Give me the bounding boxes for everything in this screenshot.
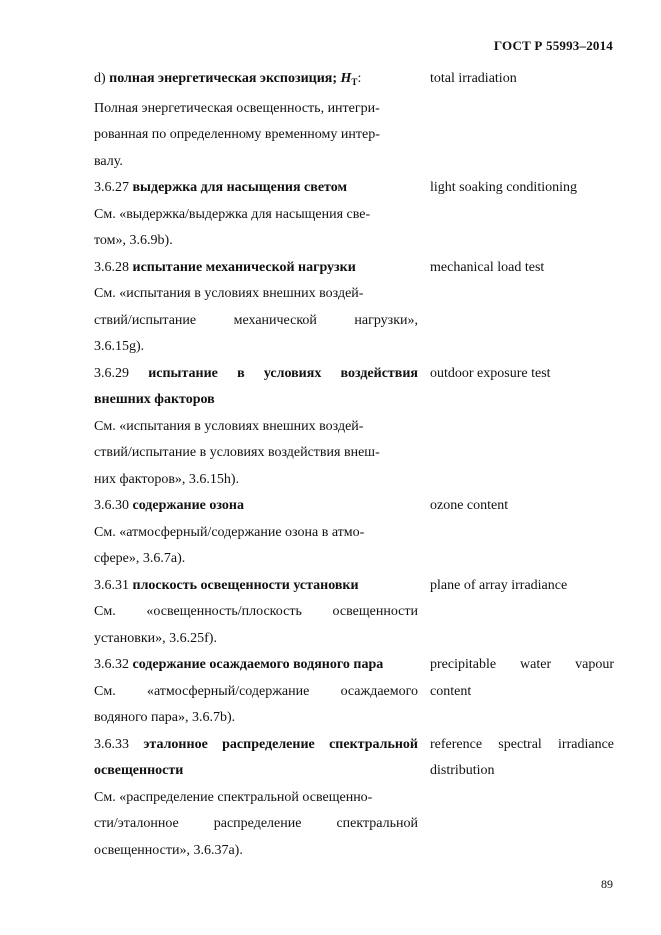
term-number: 3.6.27 — [94, 180, 129, 195]
term-title: выдержка для насыщения светом — [132, 180, 347, 195]
term-definition-line: См. «испытания в условиях внешних воздей- — [94, 286, 364, 301]
term-title: эталонное распределение спектральной — [143, 736, 418, 752]
term-ru-column — [94, 175, 418, 255]
term-entry — [94, 732, 614, 865]
term-title: плоскость освещенности установки — [132, 577, 359, 593]
term-en-line: distribution — [430, 763, 495, 778]
term-symbol: H — [340, 71, 352, 86]
term-definition-line: Полная энергетическая освещенность, интегри- — [94, 100, 380, 116]
term-en-line: precipitable water vapour — [430, 657, 614, 672]
term-definition-line: См. «атмосферный/содержание озона в атмо- — [94, 524, 365, 540]
term-definition-line: См. «выдержка/выдержка для насыщения све- — [94, 206, 371, 222]
term-en: light soaking conditioning — [430, 180, 577, 195]
term-entry — [94, 493, 614, 573]
term-definition-line: 3.6.15g). — [94, 339, 145, 354]
term-en: plane of array irradiance — [430, 577, 568, 593]
term-entry — [94, 175, 614, 255]
term-title: содержание осаждаемого водяного пара — [132, 657, 384, 672]
term-definition-line: них факторов», 3.6.15h). — [94, 471, 240, 487]
term-heading — [94, 652, 418, 679]
term-title: испытание в условиях воздействия — [148, 365, 419, 381]
term-ru-column — [94, 255, 418, 361]
term-number: 3.6.28 — [94, 259, 129, 275]
term-en-line: content — [430, 683, 472, 699]
term-title-continued: освещенности — [94, 763, 184, 778]
term-heading — [94, 175, 418, 202]
term-number: 3.6.30 — [94, 498, 129, 513]
term-symbol-subscript: T — [351, 77, 358, 87]
term-en-line: reference spectral irradiance — [430, 736, 614, 752]
term-number: 3.6.32 — [94, 657, 129, 672]
term-symbol-suffix: : — [357, 71, 362, 86]
term-ru-column — [94, 66, 418, 175]
term-entry — [94, 652, 614, 732]
term-heading — [94, 255, 418, 282]
term-number: 3.6.29 — [94, 365, 129, 381]
term-definition-line: валу. — [94, 153, 123, 169]
term-definition-line: освещенности», 3.6.37a). — [94, 842, 243, 858]
term-heading — [94, 573, 418, 600]
term-definition-line: ствий/испытание в условиях воздействия внеш- — [94, 445, 380, 460]
term-heading — [94, 66, 418, 96]
term-en: mechanical load test — [430, 259, 545, 275]
term-en-column — [430, 732, 614, 785]
term-number: 3.6.33 — [94, 736, 129, 752]
term-heading — [94, 732, 418, 759]
term-definition-line: сфере», 3.6.7a). — [94, 551, 186, 566]
term-ru-column — [94, 493, 418, 573]
term-definition-line: См. «освещенность/плоскость освещенности — [94, 604, 418, 619]
term-title: полная энергетическая экспозиция; — [109, 71, 338, 86]
term-entry — [94, 255, 614, 361]
term-title-continued: внешних факторов — [94, 392, 215, 407]
term-title: содержание озона — [132, 498, 245, 513]
term-definition-line: установки», 3.6.25f). — [94, 630, 217, 646]
term-ru-column — [94, 652, 418, 732]
term-ru-column — [94, 732, 418, 865]
term-number: 3.6.31 — [94, 577, 129, 593]
term-definition-line: См. «испытания в условиях внешних воздей- — [94, 418, 364, 434]
term-entry — [94, 361, 614, 494]
term-entry — [94, 66, 614, 175]
term-title: испытание механической нагрузки — [132, 259, 356, 275]
term-definition-line: ствий/испытание механической нагрузки», — [94, 312, 418, 328]
page-number: 89 — [601, 877, 613, 891]
term-ru-column — [94, 361, 418, 494]
term-heading — [94, 361, 418, 388]
term-en-column — [430, 652, 614, 705]
standard-header: ГОСТ Р 55993–2014 — [493, 38, 613, 53]
term-entry — [94, 573, 614, 653]
term-definition-line: сти/эталонное распределение спектральной — [94, 816, 418, 831]
term-en: total irradiation — [430, 71, 517, 86]
term-definition-line: См. «атмосферный/содержание осаждаемого — [94, 683, 418, 699]
term-definition-line: водяного пара», 3.6.7b). — [94, 710, 236, 725]
term-en: outdoor exposure test — [430, 365, 551, 381]
term-heading — [94, 493, 418, 520]
term-definition-line: том», 3.6.9b). — [94, 233, 173, 248]
term-ru-column — [94, 573, 418, 653]
terms-list — [94, 66, 614, 864]
term-definition-line: См. «распределение спектральной освещенно- — [94, 789, 373, 805]
term-number: d) — [94, 71, 106, 86]
term-definition-line: рованная по определенному временному интер- — [94, 127, 380, 142]
term-en: ozone content — [430, 498, 509, 513]
